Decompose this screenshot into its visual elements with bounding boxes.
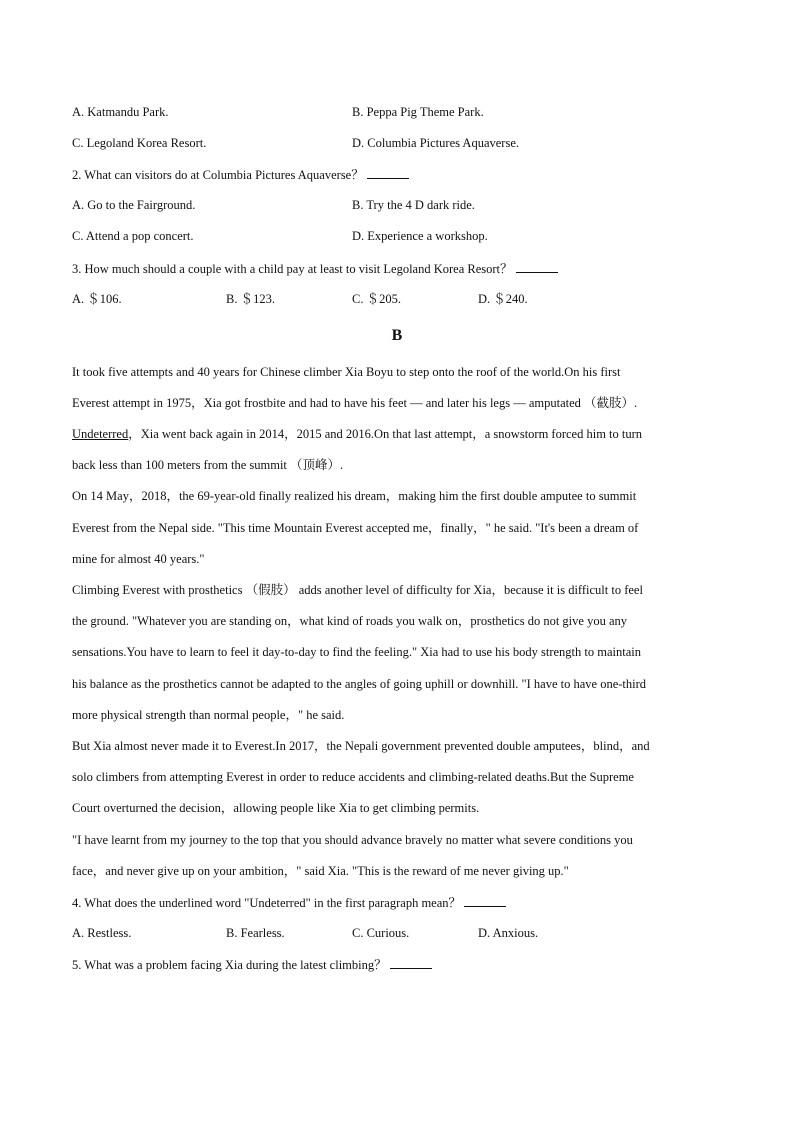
passage-line: more physical strength than normal people，" he said.: [72, 708, 345, 722]
q1-option-a: A. Katmandu Park.: [72, 105, 169, 119]
q4-option-b: B. Fearless.: [226, 926, 285, 940]
q3-option-a: A. ＄106.: [72, 292, 122, 306]
q1-option-b: B. Peppa Pig Theme Park.: [352, 105, 484, 119]
q3-answer-blank[interactable]: [516, 260, 558, 273]
q5-stem: 5. What was a problem facing Xia during the latest climbing？: [72, 958, 387, 972]
q2-option-a: A. Go to the Fairground.: [72, 198, 196, 212]
passage-line: It took five attempts and 40 years for Chinese climber Xia Boyu to step onto the roof of the world.On his first: [72, 365, 621, 379]
underlined-word: Undeterred: [72, 427, 129, 441]
section-heading: B: [391, 327, 403, 344]
q4-stem-line: [72, 894, 506, 911]
q2-answer-blank[interactable]: [367, 166, 409, 179]
q3-stem: 3. How much should a couple with a child pay at least to visit Legoland Korea Resort？: [72, 262, 513, 276]
q4-option-c: C. Curious.: [352, 926, 410, 940]
passage-line: [72, 426, 642, 442]
passage-line: But Xia almost never made it to Everest.In 2017，the Nepali government prevented double amputees，blind，and: [72, 739, 650, 753]
q5-stem-line: [72, 956, 432, 973]
passage-line: solo climbers from attempting Everest in order to reduce accidents and climbing-related deaths.But the Supreme: [72, 770, 634, 784]
q5-answer-blank[interactable]: [390, 956, 432, 969]
q3-stem-line: [72, 260, 558, 277]
passage-line: sensations.You have to learn to feel it day-to-day to find the feeling." Xia had to use his body strength to maintain: [72, 645, 641, 659]
q1-option-d: D. Columbia Pictures Aquaverse.: [352, 136, 519, 150]
q4-answer-blank[interactable]: [464, 894, 506, 907]
passage-line: Court overturned the decision，allowing people like Xia to get climbing permits.: [72, 801, 480, 815]
q3-option-d: D. ＄240.: [478, 292, 528, 306]
passage-line: his balance as the prosthetics cannot be adapted to the angles of going uphill or downhill. "I have to have one-third: [72, 677, 647, 691]
passage-line: face，and never give up on your ambition，" said Xia. "This is the reward of me never giving up.": [72, 864, 569, 878]
q2-option-c: C. Attend a pop concert.: [72, 229, 194, 243]
passage-line: "I have learnt from my journey to the top that you should advance bravely no matter what severe conditions you: [72, 833, 633, 847]
passage-line: On 14 May，2018，the 69-year-old finally realized his dream，making him the first double amputee to summit: [72, 489, 637, 503]
q3-option-c: C. ＄205.: [352, 292, 401, 306]
passage-line: mine for almost 40 years.": [72, 552, 205, 566]
q2-stem: 2. What can visitors do at Columbia Pictures Aquaverse？: [72, 168, 364, 182]
q2-option-d: D. Experience a workshop.: [352, 229, 488, 243]
passage-line: the ground. "Whatever you are standing on，what kind of roads you walk on，prosthetics do not give you any: [72, 614, 627, 628]
q2-stem-line: [72, 166, 409, 183]
passage-line: Everest from the Nepal side. "This time Mountain Everest accepted me，finally，" he said. "It's been a dream of: [72, 521, 639, 535]
passage-line: back less than 100 meters from the summit （顶峰）.: [72, 458, 344, 472]
q4-stem: 4. What does the underlined word "Undeterred" in the first paragraph mean？: [72, 896, 462, 910]
q4-option-a: A. Restless.: [72, 926, 132, 940]
q2-option-b: B. Try the 4 D dark ride.: [352, 198, 475, 212]
passage-line: Everest attempt in 1975，Xia got frostbite and had to have his feet — and later his legs — amputated （截肢）.: [72, 396, 638, 410]
passage-line-text: ，Xia went back again in 2014，2015 and 2016.On that last attempt，a snowstorm forced him to turn: [128, 427, 643, 441]
passage-line: Climbing Everest with prosthetics （假肢） adds another level of difficulty for Xia，because it is difficult to feel: [72, 583, 643, 597]
q1-option-c: C. Legoland Korea Resort.: [72, 136, 207, 150]
q4-option-d: D. Anxious.: [478, 926, 539, 940]
q3-option-b: B. ＄123.: [226, 292, 275, 306]
